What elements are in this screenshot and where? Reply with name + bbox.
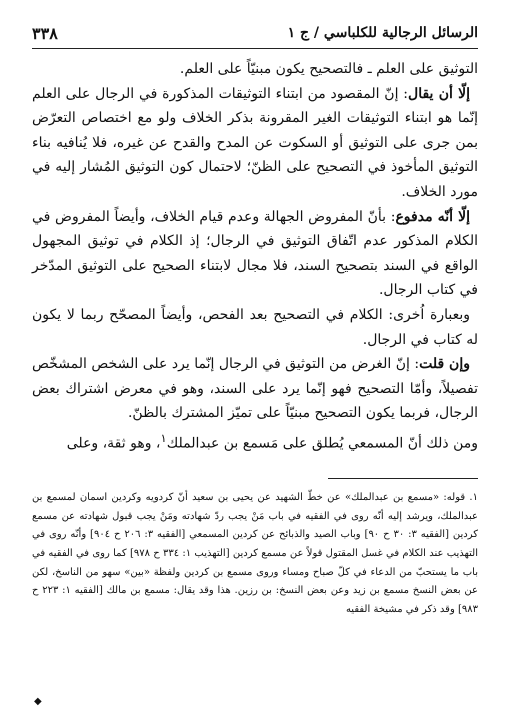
paragraph-2-lead: إلّا أن يقال (408, 85, 470, 102)
end-ornament: ◆ (34, 696, 42, 707)
paragraph-3-text: : بأنّ المفروض الجهالة وعدم قيام الخلاف، وأيضاً المفروض في الكلام المذكور عدم اتّفاق التوثيق في الرجال؛ إذ الكلام في توثيق المجهول الواقع في السند بتصحيح السند، فلا مجال لابتناء الصحيح على التوثيق المدّخر في كتاب الرجال. (32, 208, 478, 299)
paragraph-6-text: ومن ذلك أنّ المسمعي يُطلق على مَسمع بن عبدالملك (166, 435, 478, 452)
footnote-1: ١. قوله: «مسمع بن عبدالملك» عن خطّ الشهيد عن يحيى بن سعيد أنّ كردويه وكردين اسمان لمسمع بن عبدالملك، ويرشد إليه أنّه روى في الفقيه في باب مَنْ يجب ردّ شهادته ومَنْ يجب قبول شهادته عن مسمع كردين [الفقيه ٣: ٣٠ ح ٩٠] وباب الصيد والذبائح عن كردين المسمعي [الفقيه ٣: ٢٠٦ ح ٩٠٤] وأنّه روى في التهذيب عند الكلام في غسل المقتول قولاً عن مسمع كردين [التهذيب ١: ٣٣٤ ح ٩٧٨] كما روى في الفقيه في باب ما يستحبّ من الدعاء في كلّ صباح ومساء وروى مسمع بن كردين ولفظة «بين» سهو من الناسخ، لكن عن بعض النسخ مسمع بن زيد وعن بعض النسخ: بن رزين. هذا وقد يقال: مسمع بن مالك [الفقيه ١: ٢٢٣ ح ٩٨٣] وقد ذكر في مشيخة الفقيه (32, 492, 479, 615)
paragraph-2 (32, 82, 478, 205)
main-text (32, 57, 478, 456)
page-number: ٣٣٨ (32, 23, 58, 43)
footnotes (32, 489, 478, 619)
page-header (32, 18, 478, 49)
footnote-divider (328, 478, 478, 479)
paragraph-2-text: : إنّ المقصود من ابتناء التوثيقات المذكورة في الرجال على العلم إنّما هو ابتناء التوثيقات الغير المقرونة بذكر الخلاف ولو مع اختصاص التعرّض بمن جرى على التوثيق أو السكوت عن المدح والقدح عن غيره، فلا يُنافيه بناء التوثيق المأخوذ في التصحيح على الظنّ؛ لاحتمال كون التوثيق المُشار إليه في مورد الخلاف. (32, 85, 478, 200)
paragraph-5-lead: وإن قلت (419, 356, 470, 373)
paragraph-3-lead: إلّا أنّه مدفوع (395, 208, 470, 225)
paragraph-1: التوثيق على العلم ـ فالتصحيح يكون مبنيّاً على العلم. (179, 61, 478, 77)
paragraph-4: وبعبارة اُخرى: الكلام في التصحيح بعد الفحص، وأيضاً المصحّح ربما لا يكون له كتاب في الرجال. (32, 306, 478, 348)
paragraph-3 (32, 205, 478, 303)
running-title: الرسائل الرجالية للكلباسي / ج ١ (287, 25, 478, 41)
paragraph-6-tail: ، وهو ثقة، وعلى (66, 435, 161, 452)
paragraph-5-text: : إنّ الغرض من التوثيق في الرجال إنّما يرد على الشخص المشخّص تفصيلاً، وأمّا التصحيح فهو إنّما يرد على السند، وهو في معرض اشتراك بعض الرجال، فربما يكون التصحيح مبنيّاً على تميّز المشترك بالظنّ. (32, 356, 478, 422)
paragraph-5 (32, 352, 478, 426)
footnote-reference[interactable]: ١ (160, 430, 167, 445)
paragraph-6 (32, 426, 478, 456)
